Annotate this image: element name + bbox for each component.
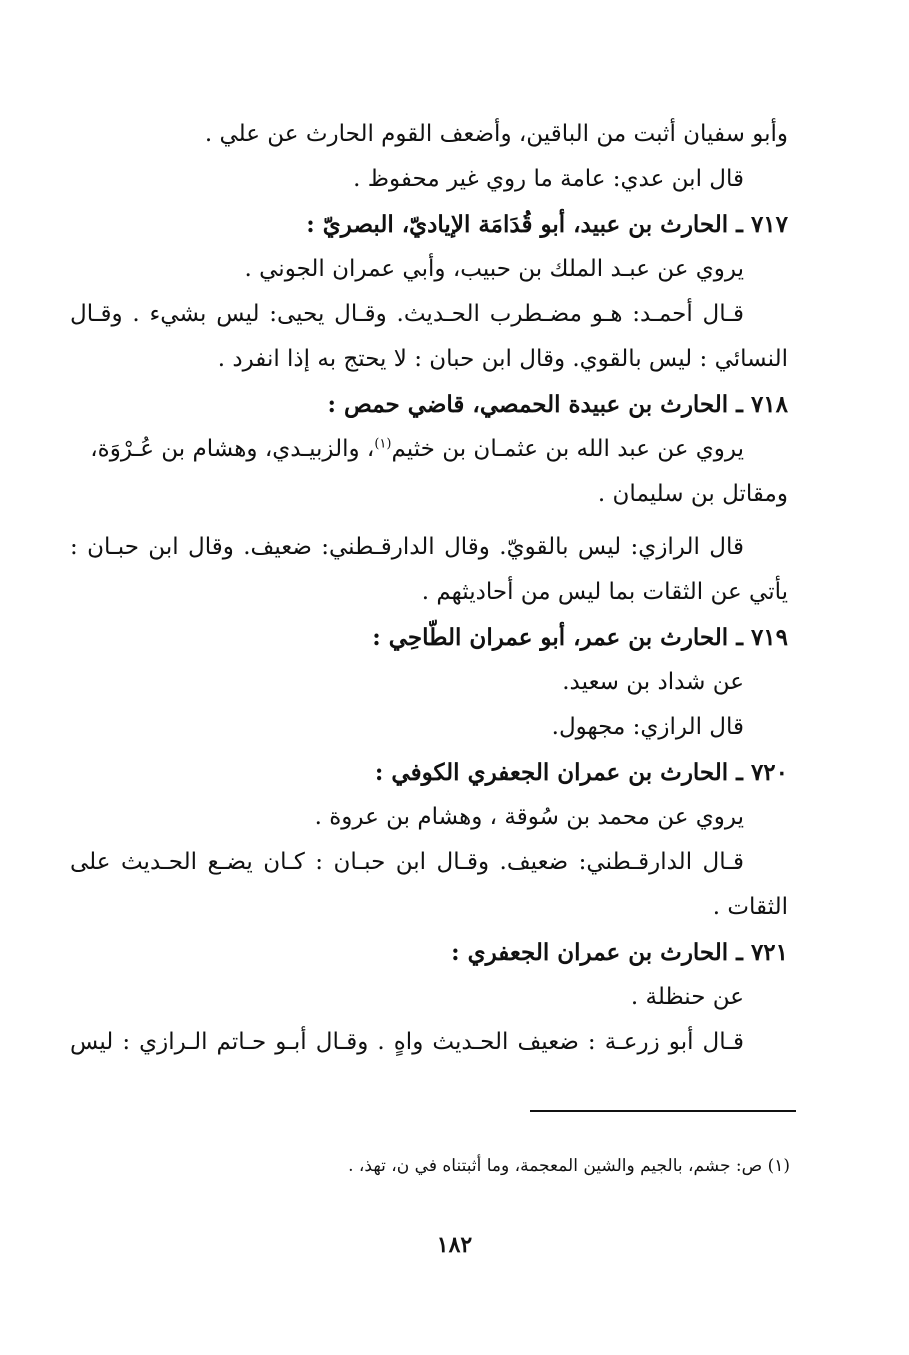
text-line: قـال الدارقـطني: ضعيف. وقـال ابن حبـان : كـان يضـع الحـديث على: [70, 849, 744, 875]
footnote-text: (١) ص: جشم، بالجيم والشين المعجمة، وما أثبتناه في ن، تهذ، .: [348, 1156, 790, 1176]
text-line: قـال أبو زرعـة : ضعيف الحـديث واهٍ . وقـال أبـو حـاتم الـرازي : ليس: [70, 1029, 744, 1055]
text-line: قـال أحمـد: هـو مضـطرب الحـديث. وقـال يحيى: ليس بشيء . وقـال: [70, 301, 744, 327]
text-line: الثقات .: [712, 894, 788, 920]
text-line: قال الرازي: ليس بالقويّ. وقال الدارقـطني: ضعيف. وقال ابن حبـان :: [70, 534, 744, 560]
entry-heading-719: ٧١٩ ـ الحارث بن عمر، أبو عمران الطّاحِي :: [372, 624, 788, 651]
text-line: عن شداد بن سعيد.: [562, 669, 744, 695]
footnote-divider: [530, 1110, 796, 1112]
text-segment: يروي عن عبد الله بن عثمـان بن خثيم: [391, 436, 744, 462]
text-segment: ، والزبيـدي، وهشام بن عُـرْوَة،: [90, 436, 375, 462]
text-line: عن حنظلة .: [630, 984, 744, 1010]
text-line: يأتي عن الثقات بما ليس من أحاديثهم .: [421, 579, 788, 605]
entry-heading-717: ٧١٧ ـ الحارث بن عبيد، أبو قُدَامَة الإياديّ، البصريّ :: [306, 211, 788, 238]
entry-heading-721: ٧٢١ ـ الحارث بن عمران الجعفري :: [451, 939, 788, 966]
text-line: وأبو سفيان أثبت من الباقين، وأضعف القوم الحارث عن علي .: [204, 121, 788, 147]
page-number: ١٨٢: [436, 1232, 473, 1258]
entry-heading-720: ٧٢٠ ـ الحارث بن عمران الجعفري الكوفي :: [374, 759, 788, 786]
text-line: [70, 427, 788, 472]
main-text: [70, 112, 788, 1065]
text-line: يروي عن عبـد الملك بن حبيب، وأبي عمران الجوني .: [244, 256, 744, 282]
footnote-marker[interactable]: (١): [374, 436, 392, 452]
text-line: ومقاتل بن سليمان .: [597, 481, 788, 507]
text-line: قال الرازي: مجهول.: [551, 714, 744, 740]
text-line: النسائي : ليس بالقوي. وقال ابن حبان : لا يحتج به إذا انفرد .: [217, 346, 788, 372]
text-line: يروي عن محمد بن سُوقة ، وهشام بن عروة .: [314, 804, 744, 830]
entry-heading-718: ٧١٨ ـ الحارث بن عبيدة الحمصي، قاضي حمص :: [327, 391, 788, 418]
text-line: قال ابن عدي: عامة ما روي غير محفوظ .: [353, 166, 744, 192]
